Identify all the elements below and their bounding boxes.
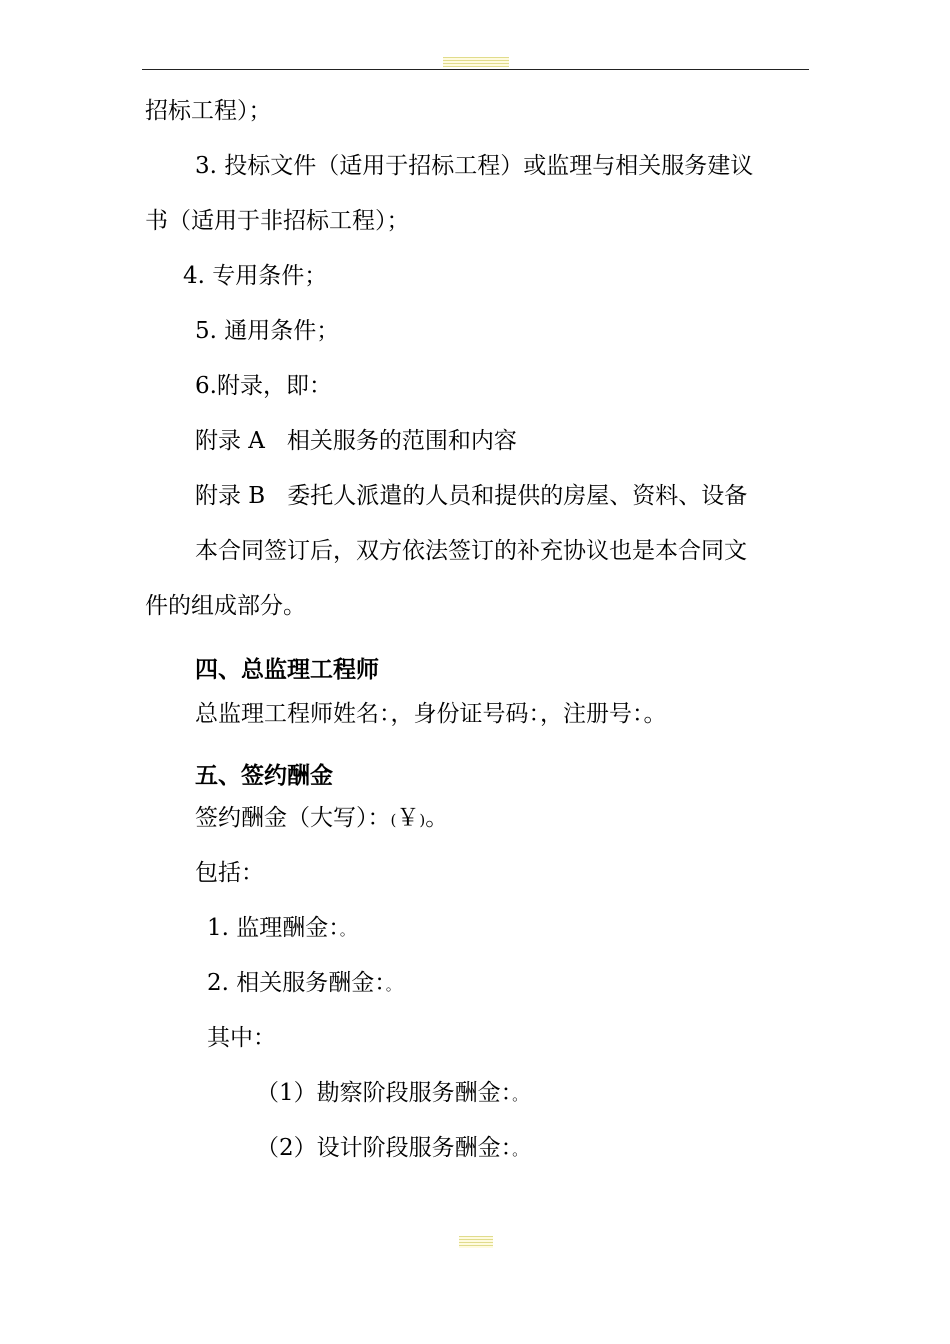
footer-watermark bbox=[459, 1236, 493, 1248]
fee-item-1 bbox=[207, 914, 355, 944]
chief-engineer-line: 总监理工程师姓名：，身份证号码：，注册号：。 bbox=[195, 701, 667, 727]
fee-paren-open: ( bbox=[390, 811, 397, 829]
header-rule bbox=[142, 69, 809, 70]
fee-line bbox=[195, 804, 448, 834]
fee-sub-1-end: 。 bbox=[512, 1086, 528, 1104]
appendix-b-label: 附录 B bbox=[195, 483, 266, 509]
fee-item-2-label: 2. 相关服务酬金： bbox=[207, 970, 386, 996]
fee-sub-1 bbox=[256, 1079, 527, 1109]
text-line-3: 书（适用于非招标工程）； bbox=[145, 208, 410, 234]
text-line-2: 3. 投标文件（适用于招标工程）或监理与相关服务建议 bbox=[195, 153, 754, 179]
fee-yen: ￥ bbox=[396, 805, 420, 831]
section-4-heading: 四、总监理工程师 bbox=[195, 657, 379, 683]
fee-end: 。 bbox=[425, 805, 449, 831]
text-line-10: 件的组成部分。 bbox=[145, 593, 306, 619]
text-line-5: 5. 通用条件； bbox=[195, 318, 340, 344]
fee-sub-1-label: （1）勘察阶段服务酬金： bbox=[256, 1080, 513, 1106]
among-label: 其中： bbox=[207, 1025, 276, 1051]
fee-item-2 bbox=[207, 969, 401, 999]
fee-item-1-label: 1. 监理酬金： bbox=[207, 915, 340, 941]
appendix-a-line bbox=[195, 427, 517, 455]
appendix-a-label: 附录 A bbox=[195, 428, 265, 454]
text-line-6: 6.附录，即： bbox=[195, 373, 332, 399]
appendix-a-title: 相关服务的范围和内容 bbox=[286, 428, 517, 454]
text-line-4: 4. 专用条件； bbox=[183, 263, 328, 289]
fee-item-2-end: 。 bbox=[385, 976, 401, 994]
fee-item-1-end: 。 bbox=[339, 921, 355, 939]
fee-paren-close: ) bbox=[419, 811, 426, 829]
header-watermark bbox=[443, 57, 509, 67]
appendix-b-line bbox=[195, 482, 747, 510]
fee-sub-2 bbox=[256, 1134, 527, 1164]
text-line-1: 招标工程）； bbox=[145, 98, 272, 124]
fee-sub-2-label: （2）设计阶段服务酬金： bbox=[256, 1135, 513, 1161]
section-5-heading: 五、签约酬金 bbox=[195, 763, 333, 789]
fee-sub-2-end: 。 bbox=[512, 1141, 528, 1159]
include-label: 包括： bbox=[195, 860, 264, 886]
appendix-b-title: 委托人派遣的人员和提供的房屋、资料、设备 bbox=[287, 483, 748, 509]
text-line-9: 本合同签订后，双方依法签订的补充协议也是本合同文 bbox=[195, 538, 747, 564]
fee-label: 签约酬金（大写）： bbox=[195, 805, 391, 831]
